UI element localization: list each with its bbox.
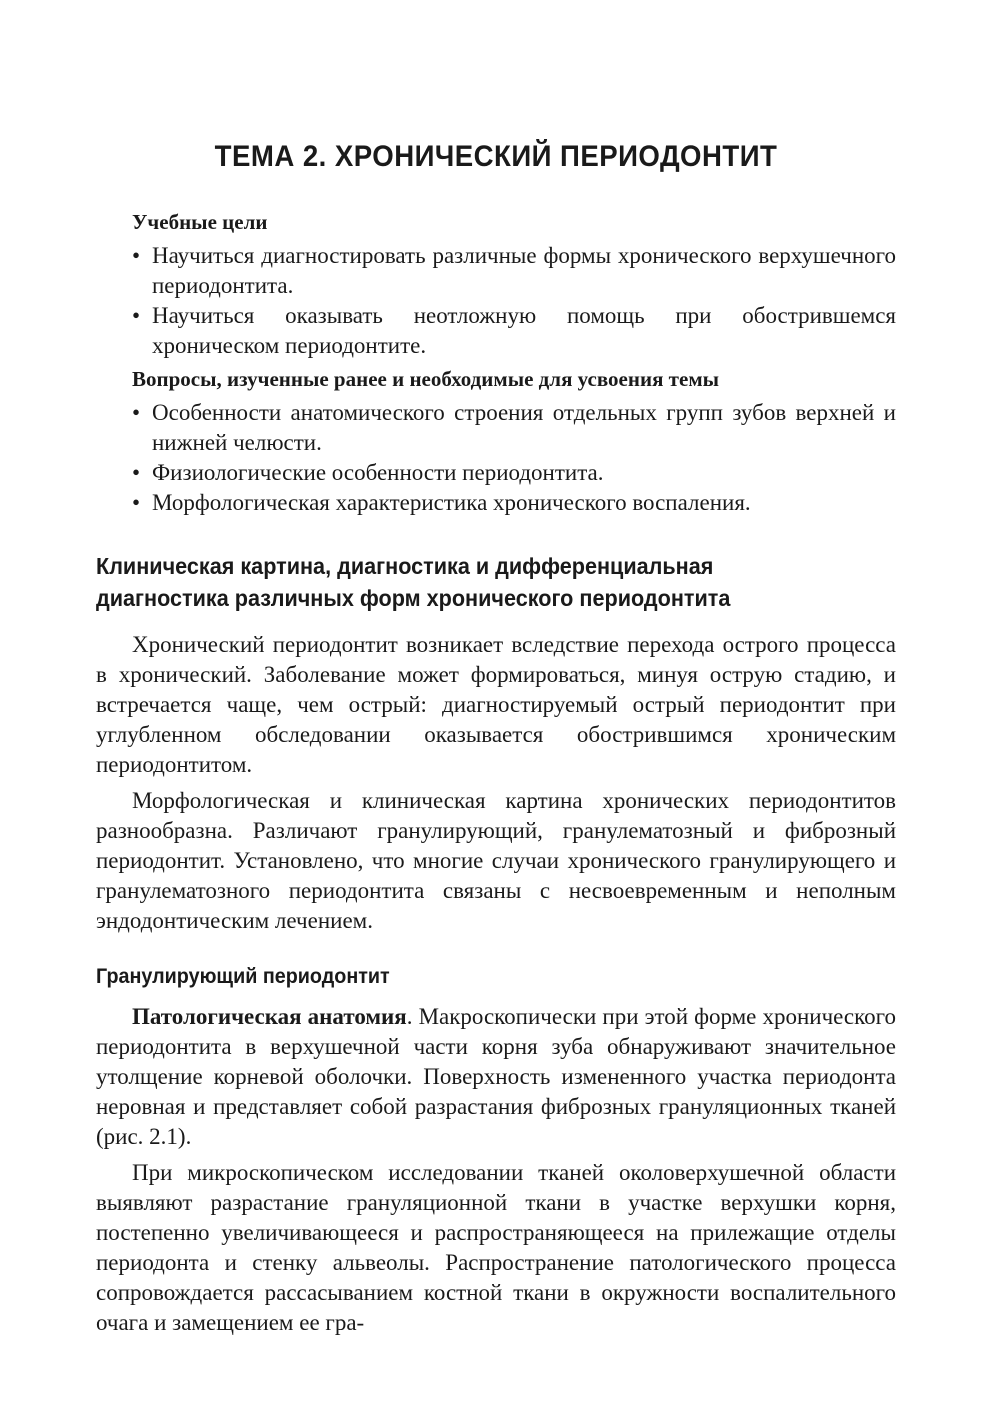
paragraph-text: . Макроскопически при этой форме хронического периодонтита в верхушечной части корня зуба обнаруживают значительное утолщение корневой оболочки. Поверхность измененного участка периодонта неровная и представляет собой разрастания фиброзных грануляционных тканей (рис. 2.1). [96,1004,896,1149]
list-item [96,398,896,458]
bullet-icon: • [132,460,141,485]
run-in-heading: Патологическая анатомия [132,1004,407,1029]
bullet-icon: • [132,243,141,268]
body-paragraph: При микроскопическом исследовании тканей околоверхушечной области выявляют разрастание грануляционной ткани в участке верхушки корня, постепенно увеличивающееся и распространяющееся на прилежащие отделы периодонта и стенку альвеолы. Распространение патологического процесса сопровождается рассасыванием костной ткани в окружности воспалительного очага и замещением ее гра- [96,1160,896,1335]
list-item [96,488,896,518]
chapter-title: ТЕМА 2. ХРОНИЧЕСКИЙ ПЕРИОДОНТИТ [214,140,778,173]
list-item-text: Научиться оказывать неотложную помощь при обострившемся хроническом периодонтите. [152,303,896,358]
body-paragraph [96,1002,896,1152]
list-item [96,301,896,361]
list-item [96,458,896,488]
bullet-icon: • [132,400,141,425]
prior-questions-list [96,398,896,518]
bullet-icon: • [132,490,141,515]
list-item [96,241,896,301]
learning-goals-list [96,241,896,361]
list-item-text: Физиологические особенности периодонтита. [152,460,604,485]
list-item-text: Особенности анатомического строения отдельных групп зубов верхней и нижней челюсти. [152,400,896,455]
list-item-text: Морфологическая характеристика хронического воспаления. [152,490,751,515]
learning-goals-heading: Учебные цели [132,210,268,234]
list-item-text: Научиться диагностировать различные формы хронического верхушечного периодонтита. [152,243,896,298]
section-heading-line1: Клиническая картина, диагностика и дифференциальная [96,553,714,579]
body-paragraph: Морфологическая и клиническая картина хронических периодонтитов разнообразна. Различают гранулирующий, гранулематозный и фиброзный периодонтит. Установлено, что многие случаи хронического гранулирующего и гранулематозного периодонтита связаны с несвоевременным и неполным эндодонтическим лечением. [96,788,896,933]
section-heading [96,550,848,614]
body-paragraph: Хронический периодонтит возникает вследствие перехода острого процесса в хронический. Заболевание может формироваться, минуя острую стадию, и встречается чаще, чем острый: диагностируемый острый периодонтит при углубленном обследовании оказывается обострившимся хроническим периодонтитом. [96,632,896,777]
page [96,140,896,1344]
bullet-icon: • [132,303,141,328]
section-heading-line2: диагностика различных форм хронического периодонтита [96,585,731,611]
prior-questions-heading: Вопросы, изученные ранее и необходимые для усвоения темы [132,367,720,391]
subsection-heading: Гранулирующий периодонтит [96,965,390,988]
